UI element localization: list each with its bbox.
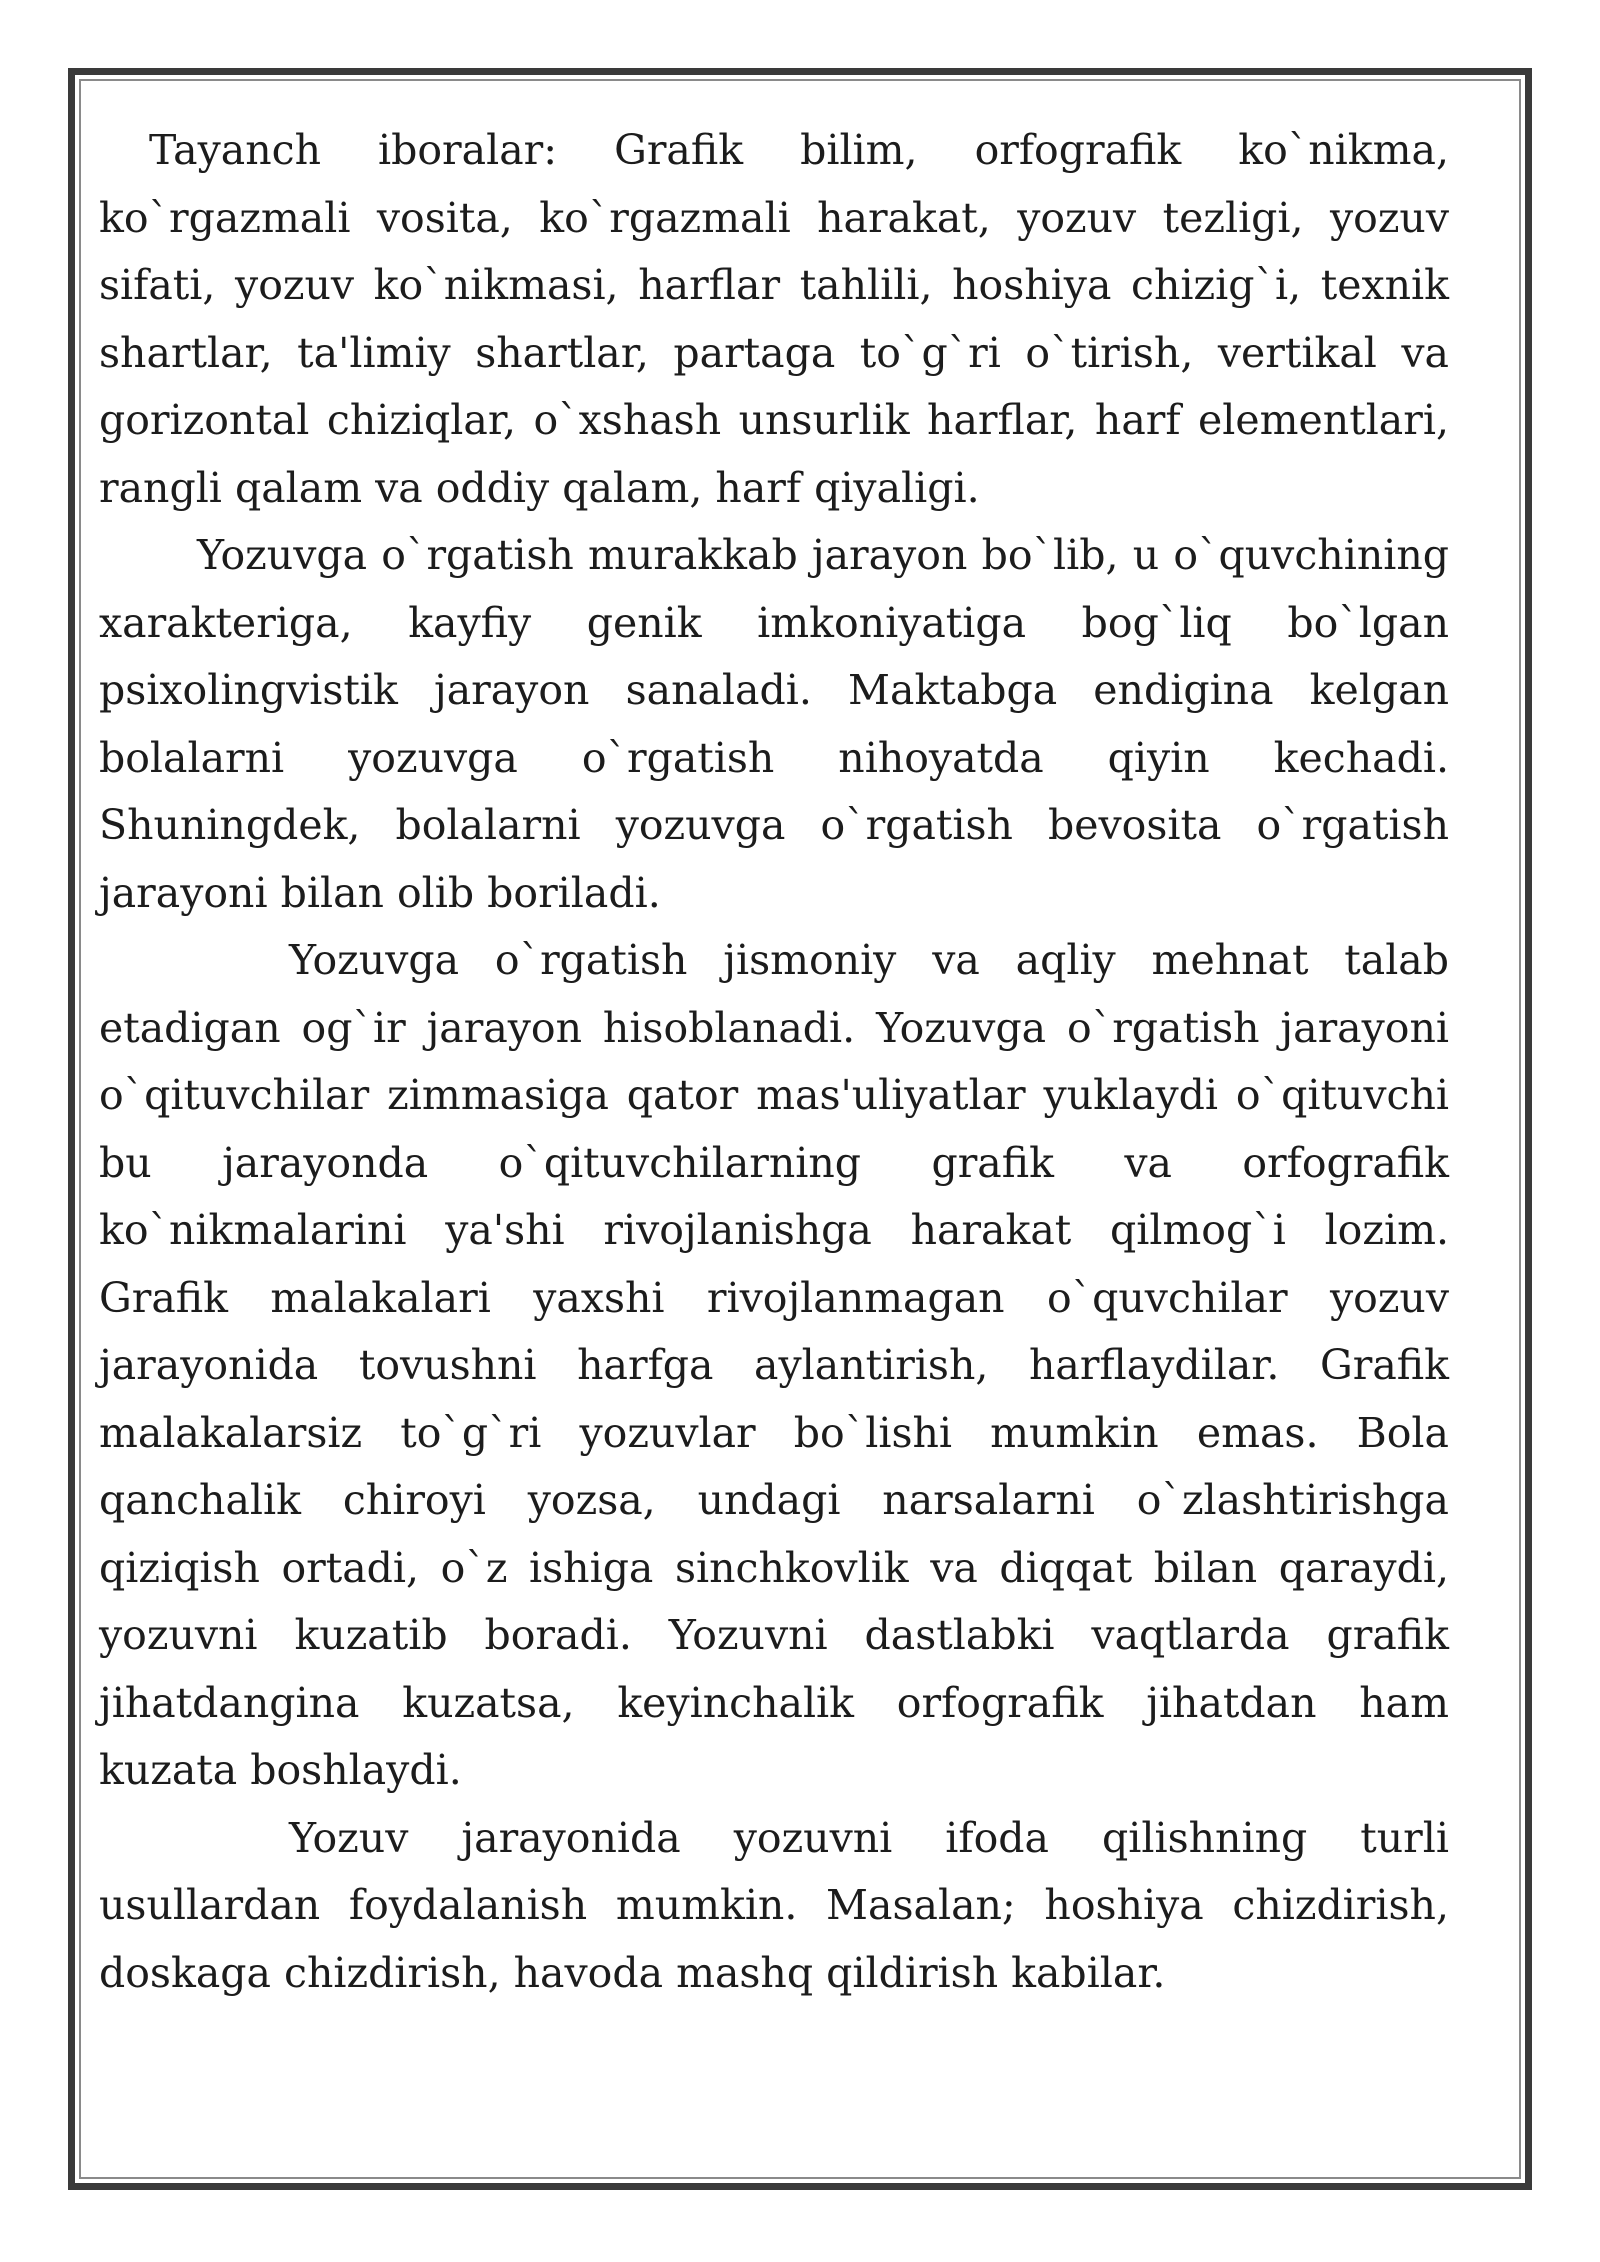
page-border [68,68,1532,2190]
paragraph-writing-process: Yozuvga o`rgatish murakkab jarayon bo`lib, u o`quvchining xarakteriga, kayfiy genik imkoniyatiga bog`liq bo`lgan psixolingvistik jarayon sanaladi. Maktabga endigina kelgan bolalarni yozuvga o`rgatish nihoyatda qiyin kechadi. Shuningdek, bolalarni yozuvga o`rgatish bevosita o`rgatish jarayoni bilan olib boriladi. [99,531,1449,917]
document-body [99,117,1449,2007]
paragraph-teacher-role: Yozuvga o`rgatish jismoniy va aqliy mehnat talab etadigan og`ir jarayon hisoblanadi. Yozuvga o`rgatish jarayoni o`qituvchilar zimmasiga qator mas'uliyatlar yuklaydi o`qituvchi bu jarayonda o`qituvchilarning grafik va orfografik ko`nikmalarini ya'shi rivojlanishga harakat qilmog`i lozim. Grafik malakalari yaxshi rivojlanmagan o`quvchilar yozuv jarayonida tovushni harfga aylantirish, harflaydilar. Grafik malakalarsiz to`g`ri yozuvlar bo`lishi mumkin emas. Bola qanchalik chiroyi yozsa, undagi narsalarni o`zlashtirishga qiziqish ortadi, o`z ishiga sinchkovlik va diqqat bilan qaraydi, yozuvni kuzatib boradi. Yozuvni dastlabki vaqtlarda grafik jihatdangina kuzatsa, keyinchalik orfografik jihatdan ham kuzata boshlaydi. [99,936,1449,1794]
paragraph-methods: Yozuv jarayonida yozuvni ifoda qilishning turli usullardan foydalanish mumkin. Masalan; hoshiya chizdirish, doskaga chizdirish, havoda mashq qildirish kabilar. [99,1813,1449,1997]
paragraph-key-phrases: Tayanch iboralar: Grafik bilim, orfografik ko`nikma, ko`rgazmali vosita, ko`rgazmali harakat, yozuv tezligi, yozuv sifati, yozuv ko`nikmasi, harflar tahlili, hoshiya chizig`i, texnik shartlar, ta'limiy shartlar, partaga to`g`ri o`tirish, vertikal va gorizontal chiziqlar, o`xshash unsurlik harflar, harf elementlari, rangli qalam va oddiy qalam, harf qiyaligi. [99,126,1449,512]
